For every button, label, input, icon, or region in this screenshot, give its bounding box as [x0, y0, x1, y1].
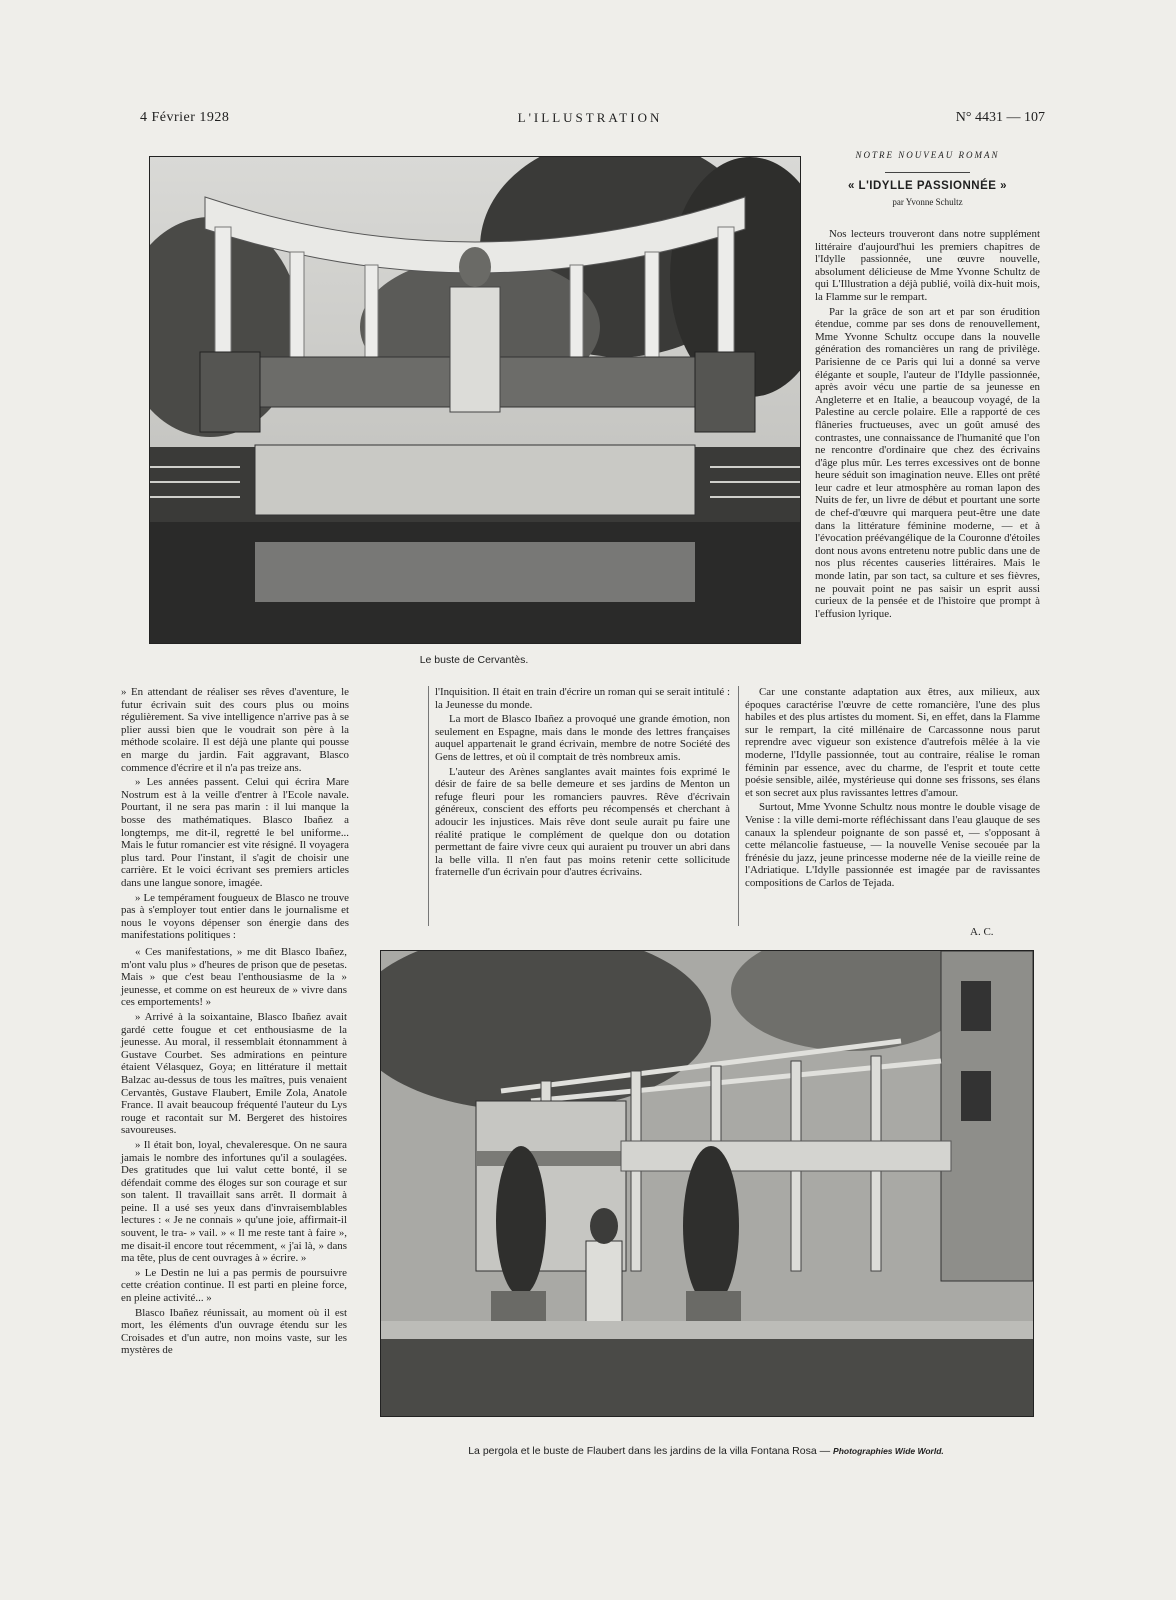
- header-issue-page: N° 4431 — 107: [955, 110, 1045, 125]
- article-column-1-continued: [121, 946, 347, 1359]
- column-divider: [428, 686, 429, 926]
- article-paragraph: La mort de Blasco Ibañez a provoqué une grande émotion, non seulement en Espagne, mais dans le monde des lettres françaises auquel appartenait le grand écrivain, membre de notre Société des Gens de lettres, et où il comptait de très nombreux amis.: [435, 713, 730, 763]
- novel-author: par Yvonne Schultz: [892, 197, 963, 207]
- intro-paragraph: Par la grâce de son art et par son érudition étendue, comme par ses dons de renouvellement, Mme Yvonne Schultz occupe dans la nouvelle génération des romancières un rang de privilège. Parisienne de ce Paris qui lui a donné sa verve élégante et souple, l'auteur de l'Idylle passionnée, après avoir vécu une partie de sa jeunesse en Angleterre et en Italie, a beaucoup voyagé, de la Palestine au cercle polaire. Elle a rapporté de ces flâneries fructueuses, avec un goût amusé des contrastes, une connaissance de l'humanité que l'on ne rencontre d'ordinaire que chez des écrivains d'âge plus mûr. Les terres excessives ont de bonne heure séduit son imagination neuve. Elles ont prêté leur cadre et leur atmosphère au roman lapon des Nuits de fer, un livre de début et pourtant une sorte de chef-d'œuvre qui marquera peut-être une date dans la littérature féminine moderne, — et à l'évocation préévangélique de la Couronne d'étoiles dont nous avons entretenu notre public dans une de nos plus récentes causeries littéraires. Mais le monde latin, par son tact, sa culture et ses fièvres, ne pouvait point ne pas saisir un esprit aussi curieux de la pensée et de l'histoire que prompt à l'effusion lyrique.: [815, 305, 1040, 620]
- top-photo-caption: Le buste de Cervantès.: [419, 654, 529, 666]
- article-paragraph: » Arrivé à la soixantaine, Blasco Ibañez avait gardé cette fougue et cet enthousiasme de la jeunesse. Au moral, il ressemblait étonnamment à Gustave Courbet. Ses admirations en peinture étaient Vélasquez, Goya; en littérature il mettait Balzac au-dessus de tous les maîtres, puis venaient Cervantès, Gustave Flaubert, Emile Zola, Anatole France. Il avait beaucoup fréquenté l'auteur du Lys rouge et racontait sur M. Bergeret des histoires savoureuses.: [121, 1010, 347, 1137]
- intro-paragraph: Nos lecteurs trouveront dans notre supplément littéraire d'aujourd'hui les premiers chapitres de l'Idylle passionnée, une œuvre nouvelle, absolument délicieuse de Mme Yvonne Schultz de qui L'Illustration a déjà publié, voilà dix-huit mois, la Flamme sur le rempart.: [815, 228, 1040, 303]
- header-date: 4 Février 1928: [140, 110, 230, 125]
- article-column-2: [435, 686, 730, 881]
- intro-column: [815, 228, 1040, 622]
- article-paragraph: » Le tempérament fougueux de Blasco ne trouve pas à s'employer tout entier dans le journalisme et nous le voyons dépenser son énergie dans des manifestations politiques :: [121, 891, 349, 942]
- article-paragraph: « Ces manifestations, » me dit Blasco Ibañez, m'ont valu plus » d'heures de prison que de pesetas. Mais » que c'est beau l'enthousiasme de la » jeunesse, et comme on est heureux de » vivre dans ces emportements! »: [121, 946, 347, 1009]
- bottom-photo-caption: [380, 1445, 1032, 1457]
- column-divider: [738, 686, 739, 926]
- article-column-1: [121, 686, 349, 944]
- cervantes-bust-photo: [149, 156, 801, 644]
- article-paragraph: » Le Destin ne lui a pas permis de poursuivre cette création continue. Il est parti en pleine force, en pleine activité... »: [121, 1266, 347, 1305]
- rubric-rule: [885, 172, 970, 173]
- signature: A. C.: [970, 926, 994, 938]
- article-paragraph: Car une constante adaptation aux êtres, aux milieux, aux époques caractérise l'œuvre de cette romancière, l'une des plus habiles et des plus artistes du moment. Si, en effet, dans la Flamme sur le rempart, la cité millénaire de Carcassonne nous parut reprendre avec vigueur son existence d'autrefois mêlée à la vie moderne, l'Idylle passionnée, tout au contraire, réalise le roman féminin par essence, avec du charme, de l'esprit et toute cette poésie sensible, ailée, mystérieuse qui donne ses frissons, ses élans et son secret aux plus ravissantes lettres d'amour.: [745, 686, 1040, 799]
- article-paragraph: Blasco Ibañez réunissait, au moment où il est mort, les éléments d'un ouvrage étendu sur les Croisades et d'un autre, non moins vaste, sur les mystères de: [121, 1306, 347, 1357]
- flaubert-pergola-photo: [380, 950, 1034, 1417]
- article-paragraph: l'Inquisition. Il était en train d'écrire un roman qui se serait intitulé : la Jeunesse du monde.: [435, 686, 730, 711]
- article-paragraph: » Il était bon, loyal, chevaleresque. On ne saura jamais le nombre des infortunes qu'il a soulagées. Des gratitudes que lui valut cette bonté, il se défendait comme des éloges sur son courage et sur son talent. Il travaillait sans arrêt. Il dormait à peine. Il a usé ses yeux dans d'invraisemblables lectures : « Je ne connais » qu'une joie, affirmait-il souvent, le tra- » vail. » « Il me reste tant à faire », me disait-il encore tout récemment, « j'ai là, » dans ma tête, plus de cent ouvrages à » écrire. »: [121, 1138, 347, 1265]
- article-paragraph: Surtout, Mme Yvonne Schultz nous montre le double visage de Venise : la ville demi-morte réfléchissant dans l'eau glauque de ses canaux la splendeur poignante de son passé et, — s'opposant à cette mélancolie fastueuse, — la nouvelle Venise secouée par la frénésie du jazz, jeune princesse moderne née de la vieille reine de l'Adriatique. L'Idylle passionnée est imagée par de ravissantes compositions de Carlos de Tejada.: [745, 801, 1040, 889]
- novel-title: « L'IDYLLE PASSIONNÉE »: [847, 180, 1008, 192]
- article-column-3: [745, 686, 1040, 892]
- header-title: L'ILLUSTRATION: [517, 110, 663, 125]
- article-paragraph: L'auteur des Arènes sanglantes avait maintes fois exprimé le désir de faire de sa belle demeure et ses jardins de Menton un refuge fleuri pour les romanciers pauvres. Rêve d'écrivain généreux, conscient des efforts peu récompensés et cherchant à adoucir les injustices. Mais rêve dont seule aurait pu faire une réalité pratique le complément de quelque don ou dotation permettant de faire vivre ceux qui auraient pu trouver un abri dans la belle villa. Il n'en faut pas moins retenir cette sollicitude fraternelle d'un écrivain pour d'autres écrivains.: [435, 765, 730, 879]
- bottom-caption-text: La pergola et le buste de Flaubert dans les jardins de la villa Fontana Rosa —: [468, 1445, 831, 1457]
- photo-credit: Photographies Wide World.: [833, 1446, 944, 1456]
- article-paragraph: » Les années passent. Celui qui écrira Mare Nostrum est à la veille d'entrer à l'Ecole navale. Pourtant, il ne sera pas marin : il lui manque la bosse des mathématiques. Blasco Ibañez a longtemps, me dit-il, regretté le bel uniforme... Mais le futur romancier est vite résigné. Il voyagera plus tard. Pour l'instant, il s'agit de choisir une carrière. Et le voici écrivant ses premiers articles dans une langue sonore, imagée.: [121, 776, 349, 889]
- article-paragraph: » En attendant de réaliser ses rêves d'aventure, le futur écrivain suit des cours plus ou moins régulièrement. Sa vive intelligence n'arrive pas à se plier aussi bien que le voudrait son père à la méthode scolaire. Il est déjà une plante qui pousse en marge du jardin. Fait aggravant, Blasco commence d'écrire et il n'a pas treize ans.: [121, 686, 349, 774]
- rubric-kicker: NOTRE NOUVEAU ROMAN: [855, 150, 1000, 160]
